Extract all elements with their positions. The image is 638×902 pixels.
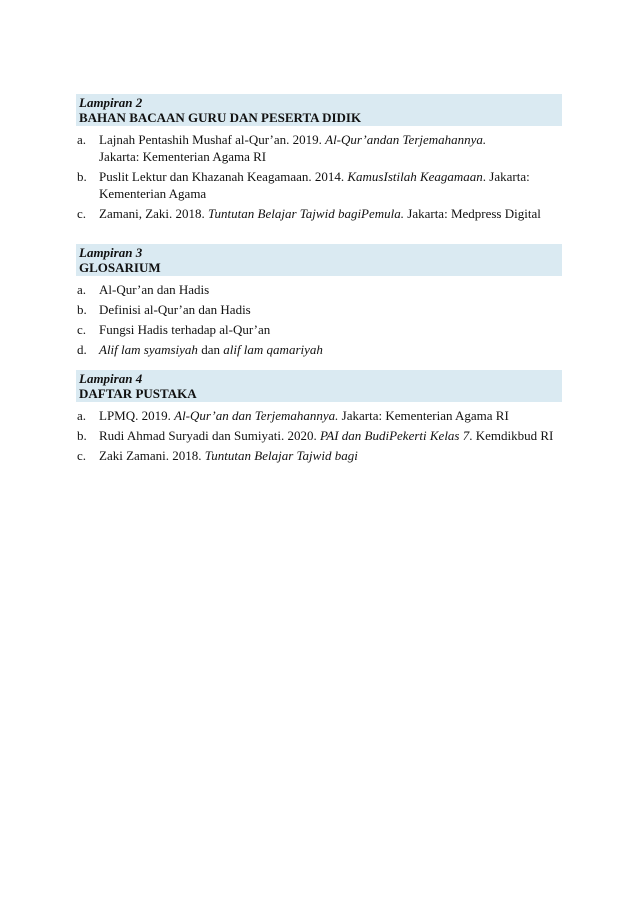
section-title: DAFTAR PUSTAKA (79, 386, 197, 401)
italic-text: Al-Qur’an dan Terjemahannya. (174, 408, 339, 423)
text-run: Al-Qur’an dan Hadis (99, 282, 210, 297)
text-run: Kementerian Agama (99, 186, 207, 201)
list-item (76, 281, 562, 298)
list-item-text (99, 341, 562, 358)
list-item (76, 427, 562, 444)
italic-text: KamusIstilah Keagamaan (347, 169, 483, 184)
list-marker: b. (77, 169, 87, 184)
text-run: Zaki Zamani. 2018. (99, 448, 205, 463)
text-run: Jakarta: Medpress Digital (404, 206, 541, 221)
section-title: GLOSARIUM (79, 260, 161, 275)
text-run: dan (197, 342, 224, 357)
italic-text: Al-Qur’andan Terjemahannya. (325, 132, 487, 147)
list-item-text (99, 205, 562, 222)
text-run: Fungsi Hadis terhadap al-Qur’an (99, 322, 271, 337)
section-title: BAHAN BACAAN GURU DAN PESERTA DIDIK (79, 110, 362, 125)
text-run: Puslit Lektur dan Khazanah Keagamaan. 2014. (99, 169, 348, 184)
italic-text: Alif lam syamsiyah (99, 342, 198, 357)
list-marker: c. (77, 206, 87, 221)
list-marker: a. (77, 408, 87, 423)
list-marker: c. (77, 448, 87, 463)
section-lampiran-2 (76, 94, 562, 225)
glossary-list (76, 281, 562, 358)
list-item-text (99, 281, 562, 298)
list-marker: d. (77, 342, 87, 357)
italic-text: alif lam qamariyah (223, 342, 323, 357)
list-item (76, 341, 562, 358)
section-lampiran-4 (76, 370, 562, 467)
list-item (76, 131, 562, 165)
section-label: Lampiran 3 (79, 245, 143, 260)
list-marker: c. (77, 322, 87, 337)
list-item-text (99, 407, 562, 424)
section-label: Lampiran 2 (79, 95, 143, 110)
italic-text: Tuntutan Belajar Tajwid bagiPemula. (208, 206, 405, 221)
list-marker: b. (77, 428, 87, 443)
text-run: LPMQ. 2019. (99, 408, 175, 423)
list-item (76, 168, 562, 202)
italic-text: Tuntutan Belajar Tajwid bagi (204, 448, 358, 463)
section-header (76, 370, 562, 402)
text-run: Jakarta: Kementerian Agama RI (338, 408, 509, 423)
list-item-text (99, 301, 562, 318)
italic-text: PAI dan BudiPekerti Kelas 7 (320, 428, 470, 443)
text-run: . Kemdikbud RI (469, 428, 554, 443)
list-marker: a. (77, 132, 87, 147)
list-item (76, 321, 562, 338)
bibliography-list (76, 407, 562, 464)
list-marker: b. (77, 302, 87, 317)
list-item-text (99, 131, 562, 165)
reference-list (76, 131, 562, 222)
text-run: Rudi Ahmad Suryadi dan Sumiyati. 2020. (99, 428, 320, 443)
text-run: Definisi al-Qur’an dan Hadis (99, 302, 251, 317)
list-item (76, 301, 562, 318)
section-label: Lampiran 4 (79, 371, 143, 386)
section-lampiran-3 (76, 244, 562, 361)
list-item-text (99, 447, 562, 464)
text-run: Lajnah Pentashih Mushaf al-Qur’an. 2019. (99, 132, 326, 147)
list-item-text (99, 168, 562, 202)
list-item-text (99, 321, 562, 338)
section-header (76, 244, 562, 276)
section-header (76, 94, 562, 126)
list-marker: a. (77, 282, 87, 297)
list-item (76, 447, 562, 464)
text-run: Jakarta: Kementerian Agama RI (99, 149, 267, 164)
text-run: Zamani, Zaki. 2018. (99, 206, 209, 221)
list-item (76, 205, 562, 222)
list-item-text (99, 427, 562, 444)
text-run: . Jakarta: (482, 169, 530, 184)
list-item (76, 407, 562, 424)
